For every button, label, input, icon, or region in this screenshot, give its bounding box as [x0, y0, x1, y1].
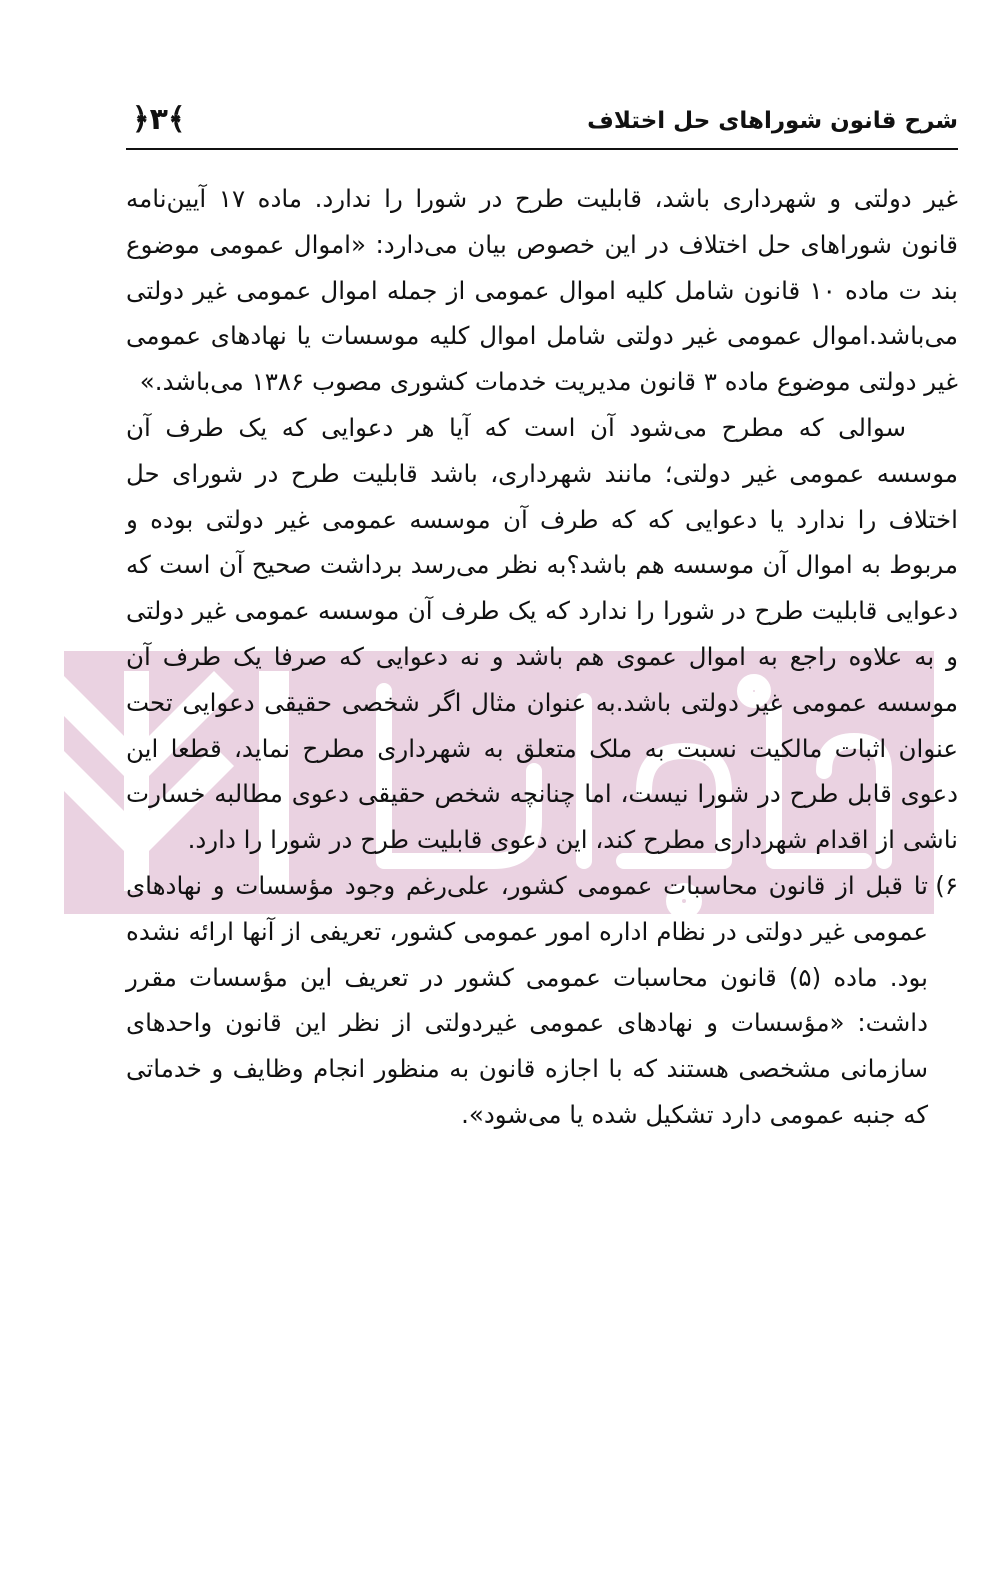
running-title: شرح قانون شوراهای حل اختلاف: [587, 108, 958, 134]
page-number: ﴿۳﴾: [132, 102, 186, 137]
list-marker: ۶): [935, 870, 958, 900]
paragraph-1: غیر دولتی و شهرداری باشد، قابلیت طرح در شورا را ندارد. ماده ۱۷ آیین‌نامه قانون شوراهای حل اختلاف در این خصوص بیان می‌دارد: «اموال عمومی موضوع بند ت ماده ۱۰ قانون شامل کلیه اموال عمومی از جمله اموال عمومی غیر دولتی می‌باشد.اموال عمومی غیر دولتی شامل اموال کلیه موسسات یا نهادهای عمومی غیر دولتی موضوع ماده ۳ قانون مدیریت خدمات کشوری مصوب ۱۳۸۶ می‌باشد.»: [126, 184, 959, 397]
paragraph-2: سوالی که مطرح می‌شود آن است که آیا هر دعوایی که یک طرف آن موسسه عمومی غیر دولتی؛ مانند شهرداری، باشد قابلیت طرح در شورای حل اختلاف را ندارد یا دعوایی که که طرف آن موسسه عمومی غیر دولتی بوده و مربوط به اموال آن موسسه هم باشد؟به نظر می‌رسد برداشت صحیح آن است که دعوایی قابلیت طرح در شورا را ندارد که یک طرف آن موسسه عمومی غیر دولتی و به علاوه راجع به اموال عموی هم باشد و نه دعوایی که صرفا یک طرف آن موسسه عمومی غیر دولتی باشد.به عنوان مثال اگر شخصی حقیقی دعوایی تحت عنوان اثبات مالکیت نسبت به ملک متعلق به شهرداری مطرح نماید، قطعا این دعوی قابل طرح در شورا نیست، اما چنانچه شخص حقیقی دعوی مطالبه خسارت ناشی از اقدام شهرداری مطرح کند، این دعوی قابلیت طرح در شورا را دارد.: [126, 412, 958, 855]
body-text: [126, 176, 958, 1138]
page-header: [126, 92, 958, 150]
list-item-6: [126, 863, 958, 1138]
list-item-text: تا قبل از قانون محاسبات عمومی کشور، علی‌رغم وجود مؤسسات و نهادهای عمومی غیر دولتی در نظام اداره امور عمومی کشور، تعریفی از آنها ارائه نشده بود. ماده (۵) قانون محاسبات عمومی کشور در تعریف این مؤسسات مقرر داشت: «مؤسسات و نهادهای عمومی غیردولتی از نظر این قانون واحدهای سازمانی مشخصی هستند که با اجازه قانون به منظور انجام وظایف و خدماتی که جنبه عمومی دارد تشکیل شده یا می‌شود».: [126, 870, 928, 1129]
